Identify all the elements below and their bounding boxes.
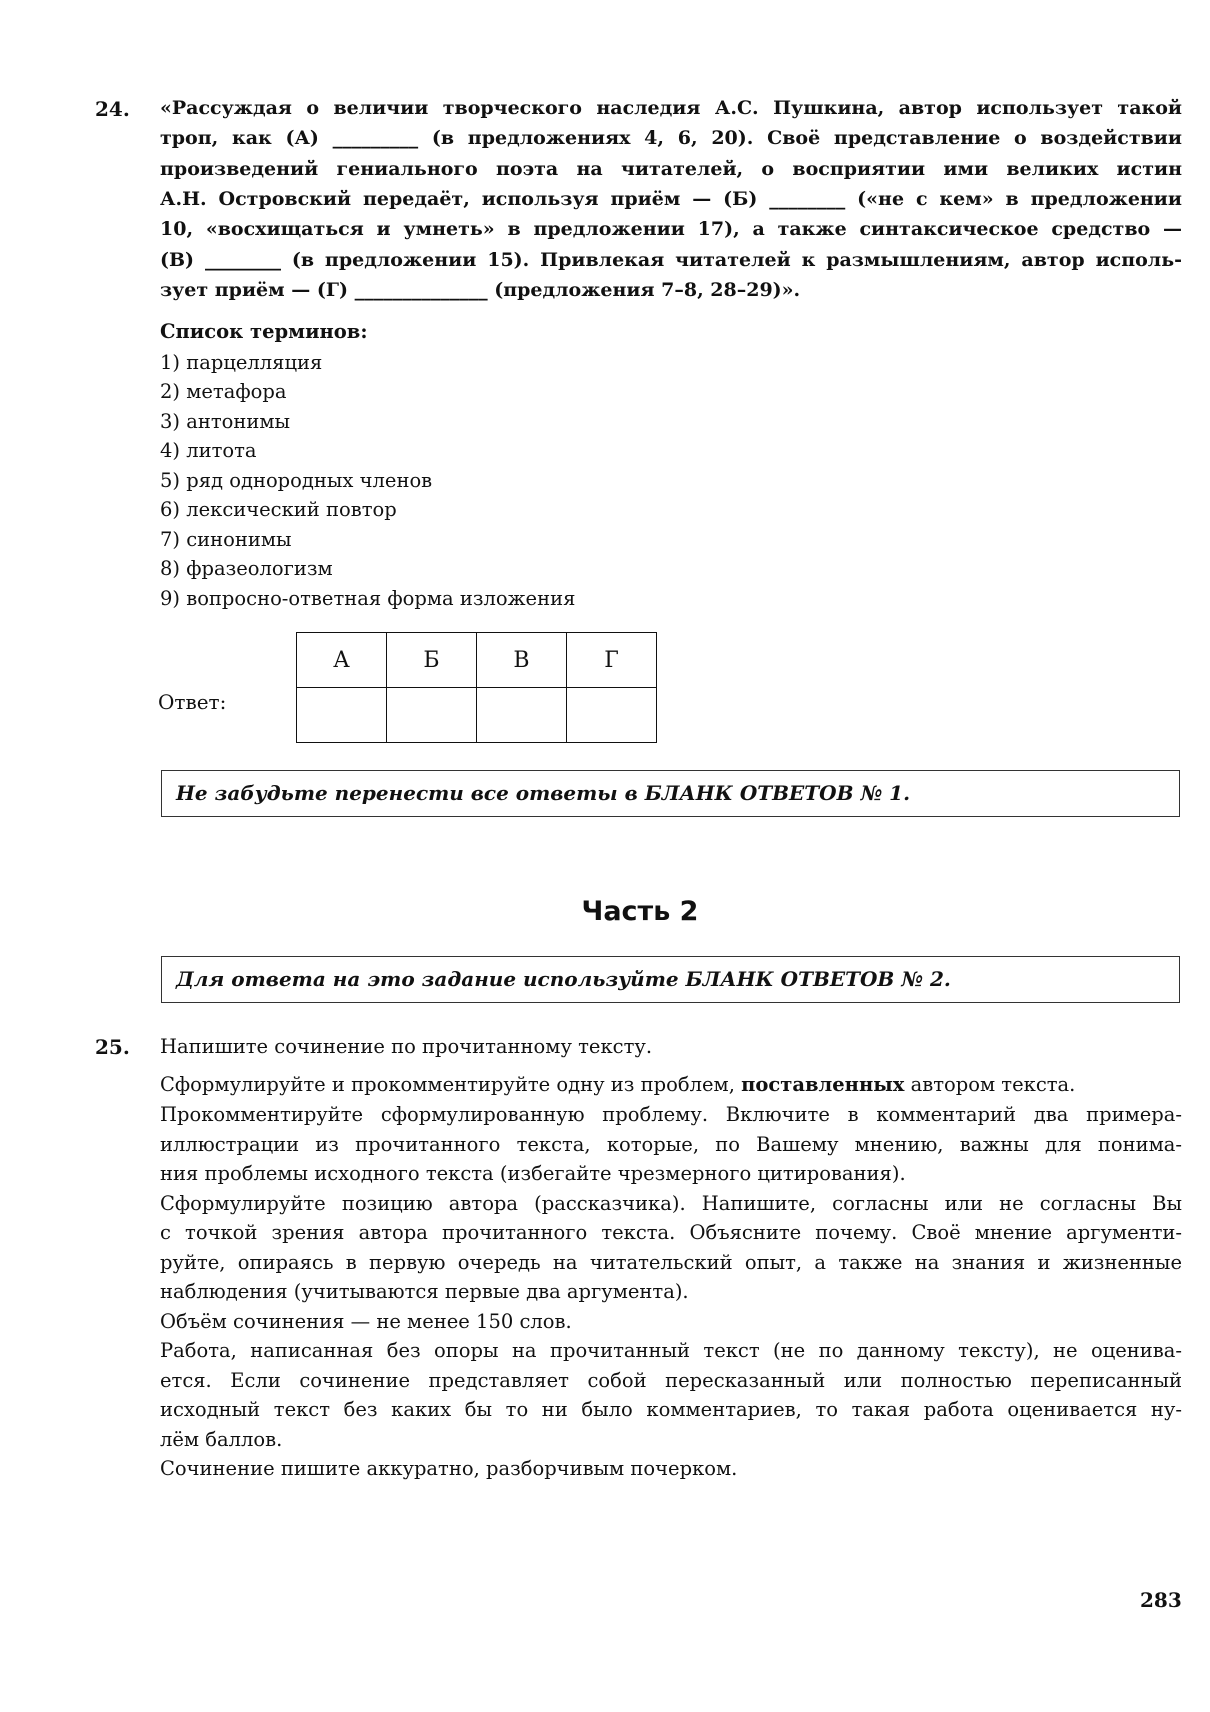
task-24-line: 10, «восхищаться и умнеть» в предложении 17), а также синтаксическое средство — — [160, 218, 1182, 240]
term-item: 5) ряд однородных членов — [160, 469, 433, 492]
task-24-number: 24. — [95, 97, 130, 121]
task-25-line: Объём сочинения — не менее 150 слов. — [160, 1310, 572, 1333]
task-25-line: исходный текст без каких бы то ни было комментариев, то такая работа оценивается ну- — [160, 1398, 1182, 1421]
page-number: 283 — [1140, 1588, 1182, 1612]
task-24-line: А.Н. Островский передаёт, используя приём — (Б) ________ («не с кем» в предложении — [160, 188, 1182, 210]
term-item: 9) вопросно-ответная форма изложения — [160, 587, 576, 610]
task-25-line: Прокомментируйте сформулированную проблему. Включите в комментарий два примера- — [160, 1103, 1182, 1126]
text: автором текста. — [904, 1073, 1076, 1096]
task-24-line: произведений гениального поэта на читателей, о восприятии ими великих истин — [160, 158, 1182, 180]
answer-column-g: Г — [567, 633, 657, 688]
answer-cell-v[interactable] — [477, 688, 567, 743]
text: Сформулируйте и прокомментируйте одну из проблем, — [160, 1073, 742, 1096]
task-24-line: зует приём — (Г) ______________ (предложения 7–8, 28–29)». — [160, 279, 801, 301]
task-25-line: Сформулируйте позицию автора (рассказчика). Напишите, согласны или не согласны Вы — [160, 1192, 1182, 1215]
task-25-line — [160, 1073, 1182, 1096]
answer-cell-g[interactable] — [567, 688, 657, 743]
answer-table — [296, 632, 657, 743]
term-item: 7) синонимы — [160, 528, 292, 551]
task-25-line: с точкой зрения автора прочитанного текста. Объясните почему. Своё мнение аргументи- — [160, 1221, 1182, 1244]
task-25-line: ния проблемы исходного текста (избегайте чрезмерного цитирования). — [160, 1162, 906, 1185]
term-item: 2) метафора — [160, 380, 287, 403]
task-25-line: иллюстрации из прочитанного текста, которые, по Вашему мнению, важны для понима- — [160, 1133, 1182, 1156]
task-25-intro: Напишите сочинение по прочитанному тексту. — [160, 1035, 653, 1058]
answer-cell-a[interactable] — [297, 688, 387, 743]
part-2-title: Часть 2 — [581, 896, 699, 927]
term-item: 6) лексический повтор — [160, 498, 397, 521]
task-25-line: наблюдения (учитываются первые два аргумента). — [160, 1280, 689, 1303]
task-24-line: «Рассуждая о величии творческого наследия А.С. Пушкина, автор использует такой — [160, 97, 1182, 119]
task-24-line: (В) ________ (в предложении 15). Привлекая читателей к размышлениям, автор исполь- — [160, 249, 1182, 271]
task-24-line: троп, как (А) _________ (в предложениях 4, 6, 20). Своё представление о воздействии — [160, 127, 1182, 149]
task-25-line: ется. Если сочинение представляет собой пересказанный или полностью переписанный — [160, 1369, 1182, 1392]
answer-label: Ответ: — [158, 690, 227, 714]
reminder-box: Не забудьте перенести все ответы в БЛАНК ОТВЕТОВ № 1. — [161, 770, 1180, 817]
answer-cell-b[interactable] — [387, 688, 477, 743]
task-25-number: 25. — [95, 1035, 130, 1059]
answer-column-a: А — [297, 633, 387, 688]
instruction-box: Для ответа на это задание используйте БЛАНК ОТВЕТОВ № 2. — [161, 956, 1180, 1003]
term-item: 4) литота — [160, 439, 257, 462]
answer-column-v: В — [477, 633, 567, 688]
terms-heading: Список терминов: — [160, 320, 368, 343]
term-item: 1) парцелляция — [160, 351, 323, 374]
term-item: 8) фразеологизм — [160, 557, 333, 580]
answer-column-b: Б — [387, 633, 477, 688]
task-25-line: Работа, написанная без опоры на прочитанный текст (не по данному тексту), не оценива- — [160, 1339, 1182, 1362]
task-25-line: руйте, опираясь в первую очередь на читательский опыт, а также на знания и жизненные — [160, 1251, 1182, 1274]
bold-text: поставленных — [741, 1073, 905, 1096]
term-item: 3) антонимы — [160, 410, 291, 433]
task-25-line: лём баллов. — [160, 1428, 283, 1451]
task-25-line: Сочинение пишите аккуратно, разборчивым почерком. — [160, 1457, 738, 1480]
